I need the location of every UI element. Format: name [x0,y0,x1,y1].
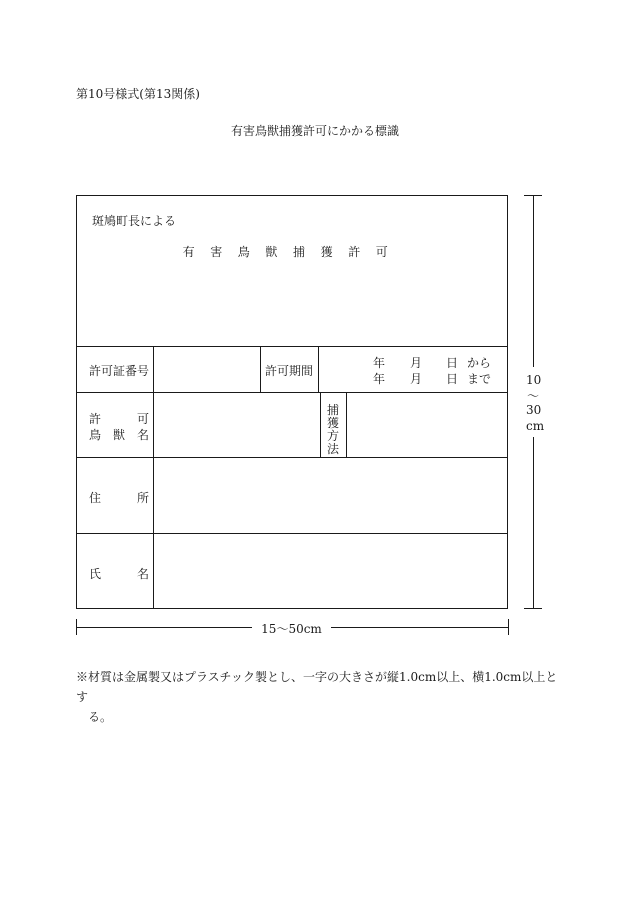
name-label-char-2: 名 [137,567,150,581]
height-dimension-top-value: 10 [526,373,542,387]
permit-period-label: 許可期間 [265,364,314,378]
height-dimension-tilde: 〜 [527,389,540,403]
address-label-char-1: 住 [89,491,102,505]
height-dimension-bottom-value: 30 [526,403,542,417]
row-divider-1 [77,346,507,347]
height-dimension-unit: cm [526,419,545,433]
width-dimension-right-tick [508,619,509,635]
form-number: 第10号様式(第13関係) [76,87,200,101]
row-divider-2 [77,392,507,393]
permit-number-label: 許可証番号 [89,364,150,378]
method-label-char-4: 法 [327,442,340,456]
row1-divider-b [318,346,319,392]
period-to-year: 年 [373,372,386,386]
document-title: 有害鳥獣捕獲許可にかかる標識 [230,124,399,138]
method-label-char-2: 獲 [327,416,340,430]
name-label-char-1: 氏 [89,567,102,581]
period-from-day: 日 [446,356,459,370]
footnote-line-2: る。 [76,710,113,724]
period-to-suffix: まで [467,372,492,386]
sign-board [76,195,508,609]
height-dimension-line-upper [533,195,534,367]
issuer-text: 斑鳩町長による [92,214,177,228]
species-label-char-2: 可 [137,412,150,426]
row-divider-3 [77,457,507,458]
method-label-char-1: 捕 [327,403,340,417]
row2-divider-b [346,392,347,457]
row2-divider-a [320,392,321,457]
row1-divider-a [260,346,261,392]
species-label-char-1: 許 [89,412,102,426]
period-to-day: 日 [446,372,459,386]
species-label-char-5: 名 [137,428,150,442]
period-from-month: 月 [410,356,423,370]
height-dimension-bottom-tick [524,608,542,609]
period-from-year: 年 [373,356,386,370]
width-dimension-line-right [331,627,508,628]
species-label-char-3: 鳥 [89,428,102,442]
method-label-char-3: 方 [327,429,340,443]
row-divider-4 [77,533,507,534]
period-to-month: 月 [410,372,423,386]
label-column-divider [153,346,154,609]
height-dimension-line-lower [533,437,534,608]
width-dimension-line-left [76,627,252,628]
species-label-char-4: 獣 [113,428,126,442]
footnote-line-1: ※材質は金属製又はプラスチック製とし、一字の大きさが縦1.0cm以上、横1.0cm以上とす [76,670,558,704]
address-label-char-2: 所 [137,491,150,505]
permit-title: 有害鳥獣捕獲許可 [182,245,404,259]
width-dimension-value: 15〜50cm [261,622,322,636]
material-footnote [76,667,566,727]
period-from-suffix: から [467,356,492,370]
